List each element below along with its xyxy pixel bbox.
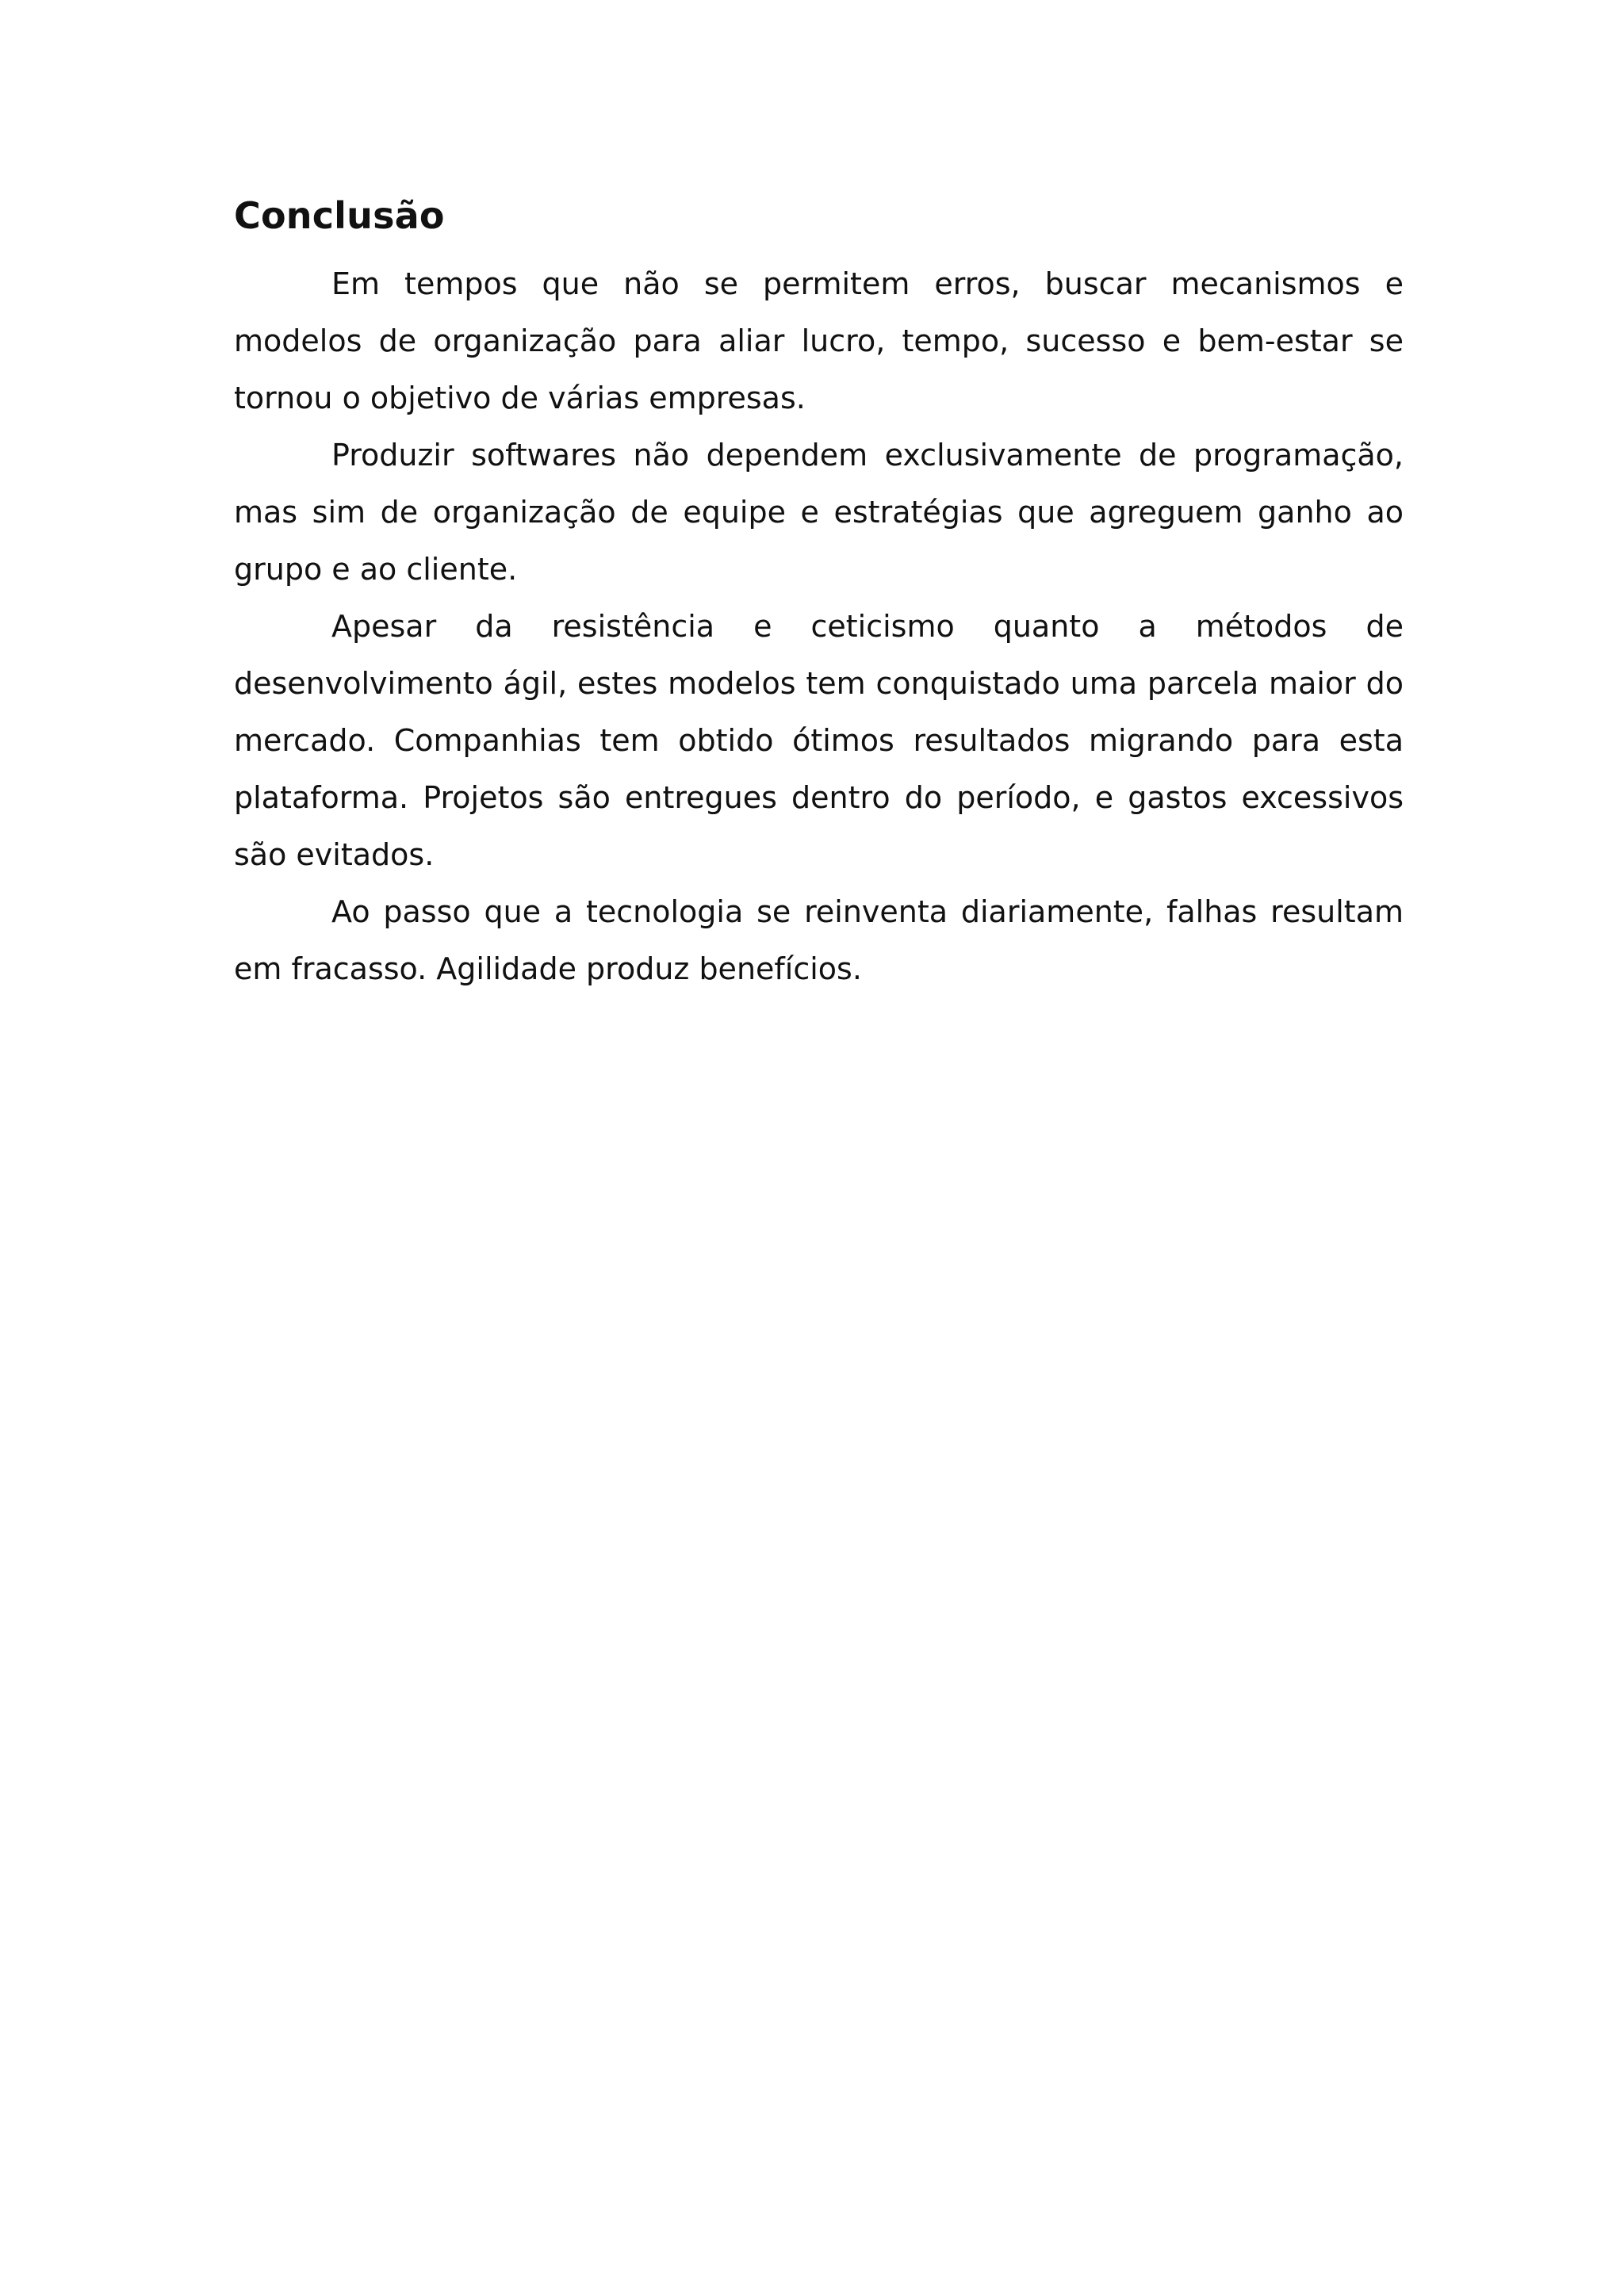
paragraph-1: Em tempos que não se permitem erros, buscar mecanismos e modelos de organização para aliar lucro, tempo, sucesso e bem-estar se tornou o objetivo de várias empresas. [234,266,1404,415]
paragraph-2: Produzir softwares não dependem exclusivamente de programação, mas sim de organização de equipe e estratégias que agreguem ganho ao grupo e ao cliente. [234,438,1404,587]
section-heading: Conclusão [234,194,445,237]
document-content [234,187,1404,997]
paragraph-3: Apesar da resistência e ceticismo quanto a métodos de desenvolvimento ágil, estes modelos tem conquistado uma parcela maior do mercado. Companhias tem obtido ótimos resultados migrando para esta plataforma. Projetos são entregues dentro do período, e gastos excessivos são evitados. [234,609,1404,872]
paragraph-4: Ao passo que a tecnologia se reinventa diariamente, falhas resultam em fracasso. Agilidade produz benefícios. [234,894,1404,986]
